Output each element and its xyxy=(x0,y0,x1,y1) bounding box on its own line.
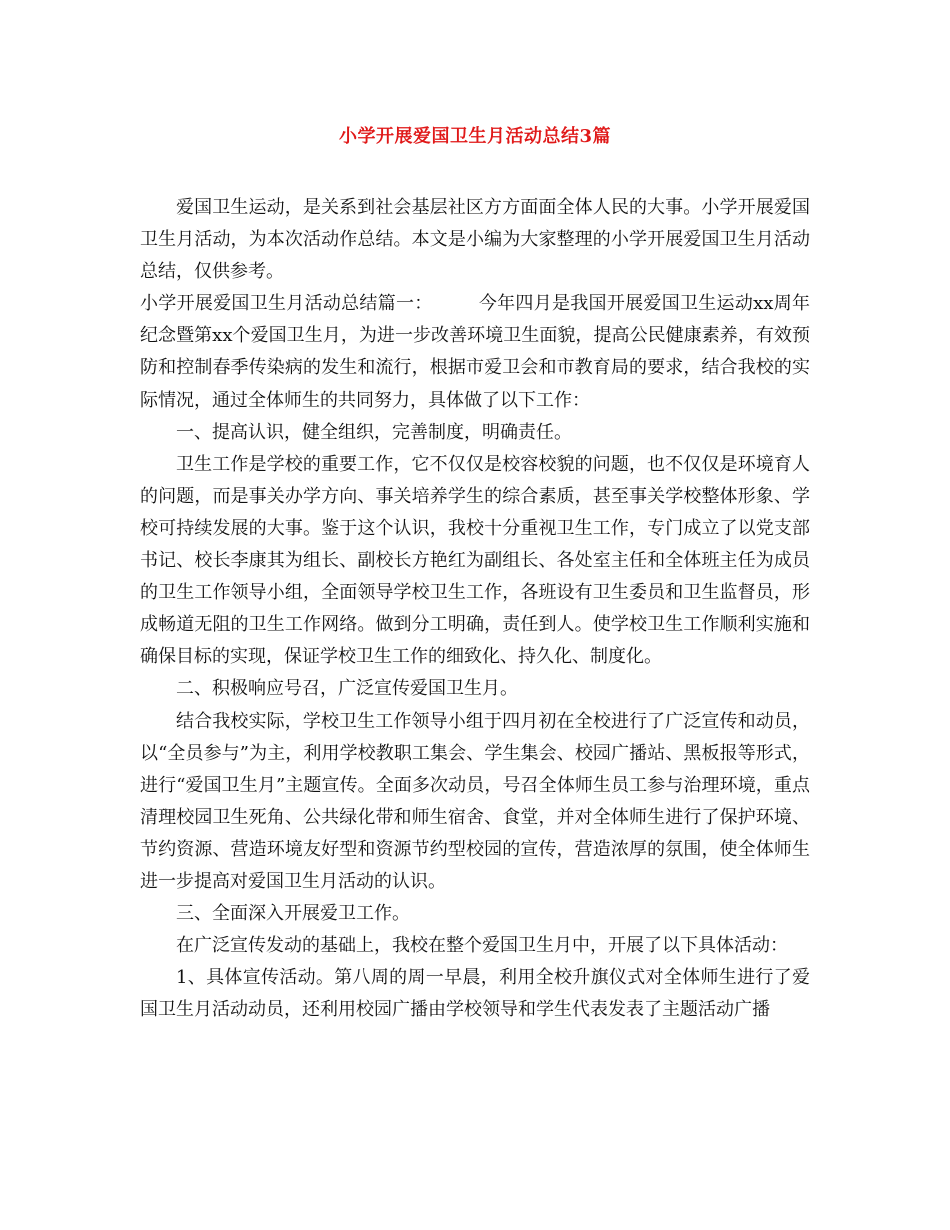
section-heading-3: 三、全面深入开展爱卫工作。 xyxy=(176,903,410,925)
document-title: 小学开展爱国卫生月活动总结3篇 xyxy=(338,126,612,147)
section-heading-2: 二、积极响应号召，广泛宣传爱国卫生月。 xyxy=(176,678,518,700)
intro-paragraph: 爱国卫生运动，是关系到社会基层社区方方面面全体人民的大事。小学开展爱国卫生月活动，为本次活动作总结。本文是小编为大家整理的小学开展爱国卫生月活动总结，仅供参考。 xyxy=(140,197,810,283)
body-paragraph-1: 卫生工作是学校的重要工作，它不仅仅是校容校貌的问题，也不仅仅是环境育人的问题，而是事关办学方向、事关培养学生的综合素质，甚至事关学校整体形象、学校可持续发展的大事。鉴于这个认识，我校十分重视卫生工作，专门成立了以党支部书记、校长李康其为组长、副校长方艳红为副组长、各处室主任和全体班主任为成员的卫生工作领导小组，全面领导学校卫生工作，各班设有卫生委员和卫生监督员，形成畅道无阻的卫生工作网络。做到分工明确，责任到人。使学校卫生工作顺利实施和确保目标的实现，保证学校卫生工作的细致化、持久化、制度化。 xyxy=(140,453,810,668)
body-paragraph-4: 1、具体宣传活动。第八周的周一早晨，利用全校升旗仪式对全体师生进行了爱国卫生月活动动员，还利用校园广播由学校领导和学生代表发表了主题活动广播 xyxy=(140,967,810,1021)
part1-lead: 今年四月是我国开展爱国卫生运动xx周年纪念暨第xx个爱国卫生月，为进一步改善环境卫生面貌，提高公民健康素养，有效预防和控制春季传染病的发生和流行，根据市爱卫会和市教育局的要求，结合我校的实际情况，通过全体师生的共同努力，具体做了以下工作： xyxy=(140,293,810,411)
part1-paragraph xyxy=(140,288,810,416)
document-body xyxy=(140,192,810,1026)
body-paragraph-3: 在广泛宣传发动的基础上，我校在整个爱国卫生月中，开展了以下具体活动： xyxy=(176,935,788,957)
part1-heading: 小学开展爱国卫生月活动总结篇一： xyxy=(140,293,433,315)
section-heading-1: 一、提高认识，健全组织，完善制度，明确责任。 xyxy=(176,421,572,443)
body-paragraph-2: 结合我校实际，学校卫生工作领导小组于四月初在全校进行了广泛宣传和动员，以“全员参与”为主，利用学校教职工集会、学生集会、校园广播站、黑板报等形式，进行“爱国卫生月”主题宣传。全面多次动员，号召全体师生员工参与治理环境，重点清理校园卫生死角、公共绿化带和师生宿舍、食堂，并对全体师生进行了保护环境、节约资源、营造环境友好型和资源节约型校园的宣传，营造浓厚的氛围，使全体师生进一步提高对爱国卫生月活动的认识。 xyxy=(140,710,810,892)
